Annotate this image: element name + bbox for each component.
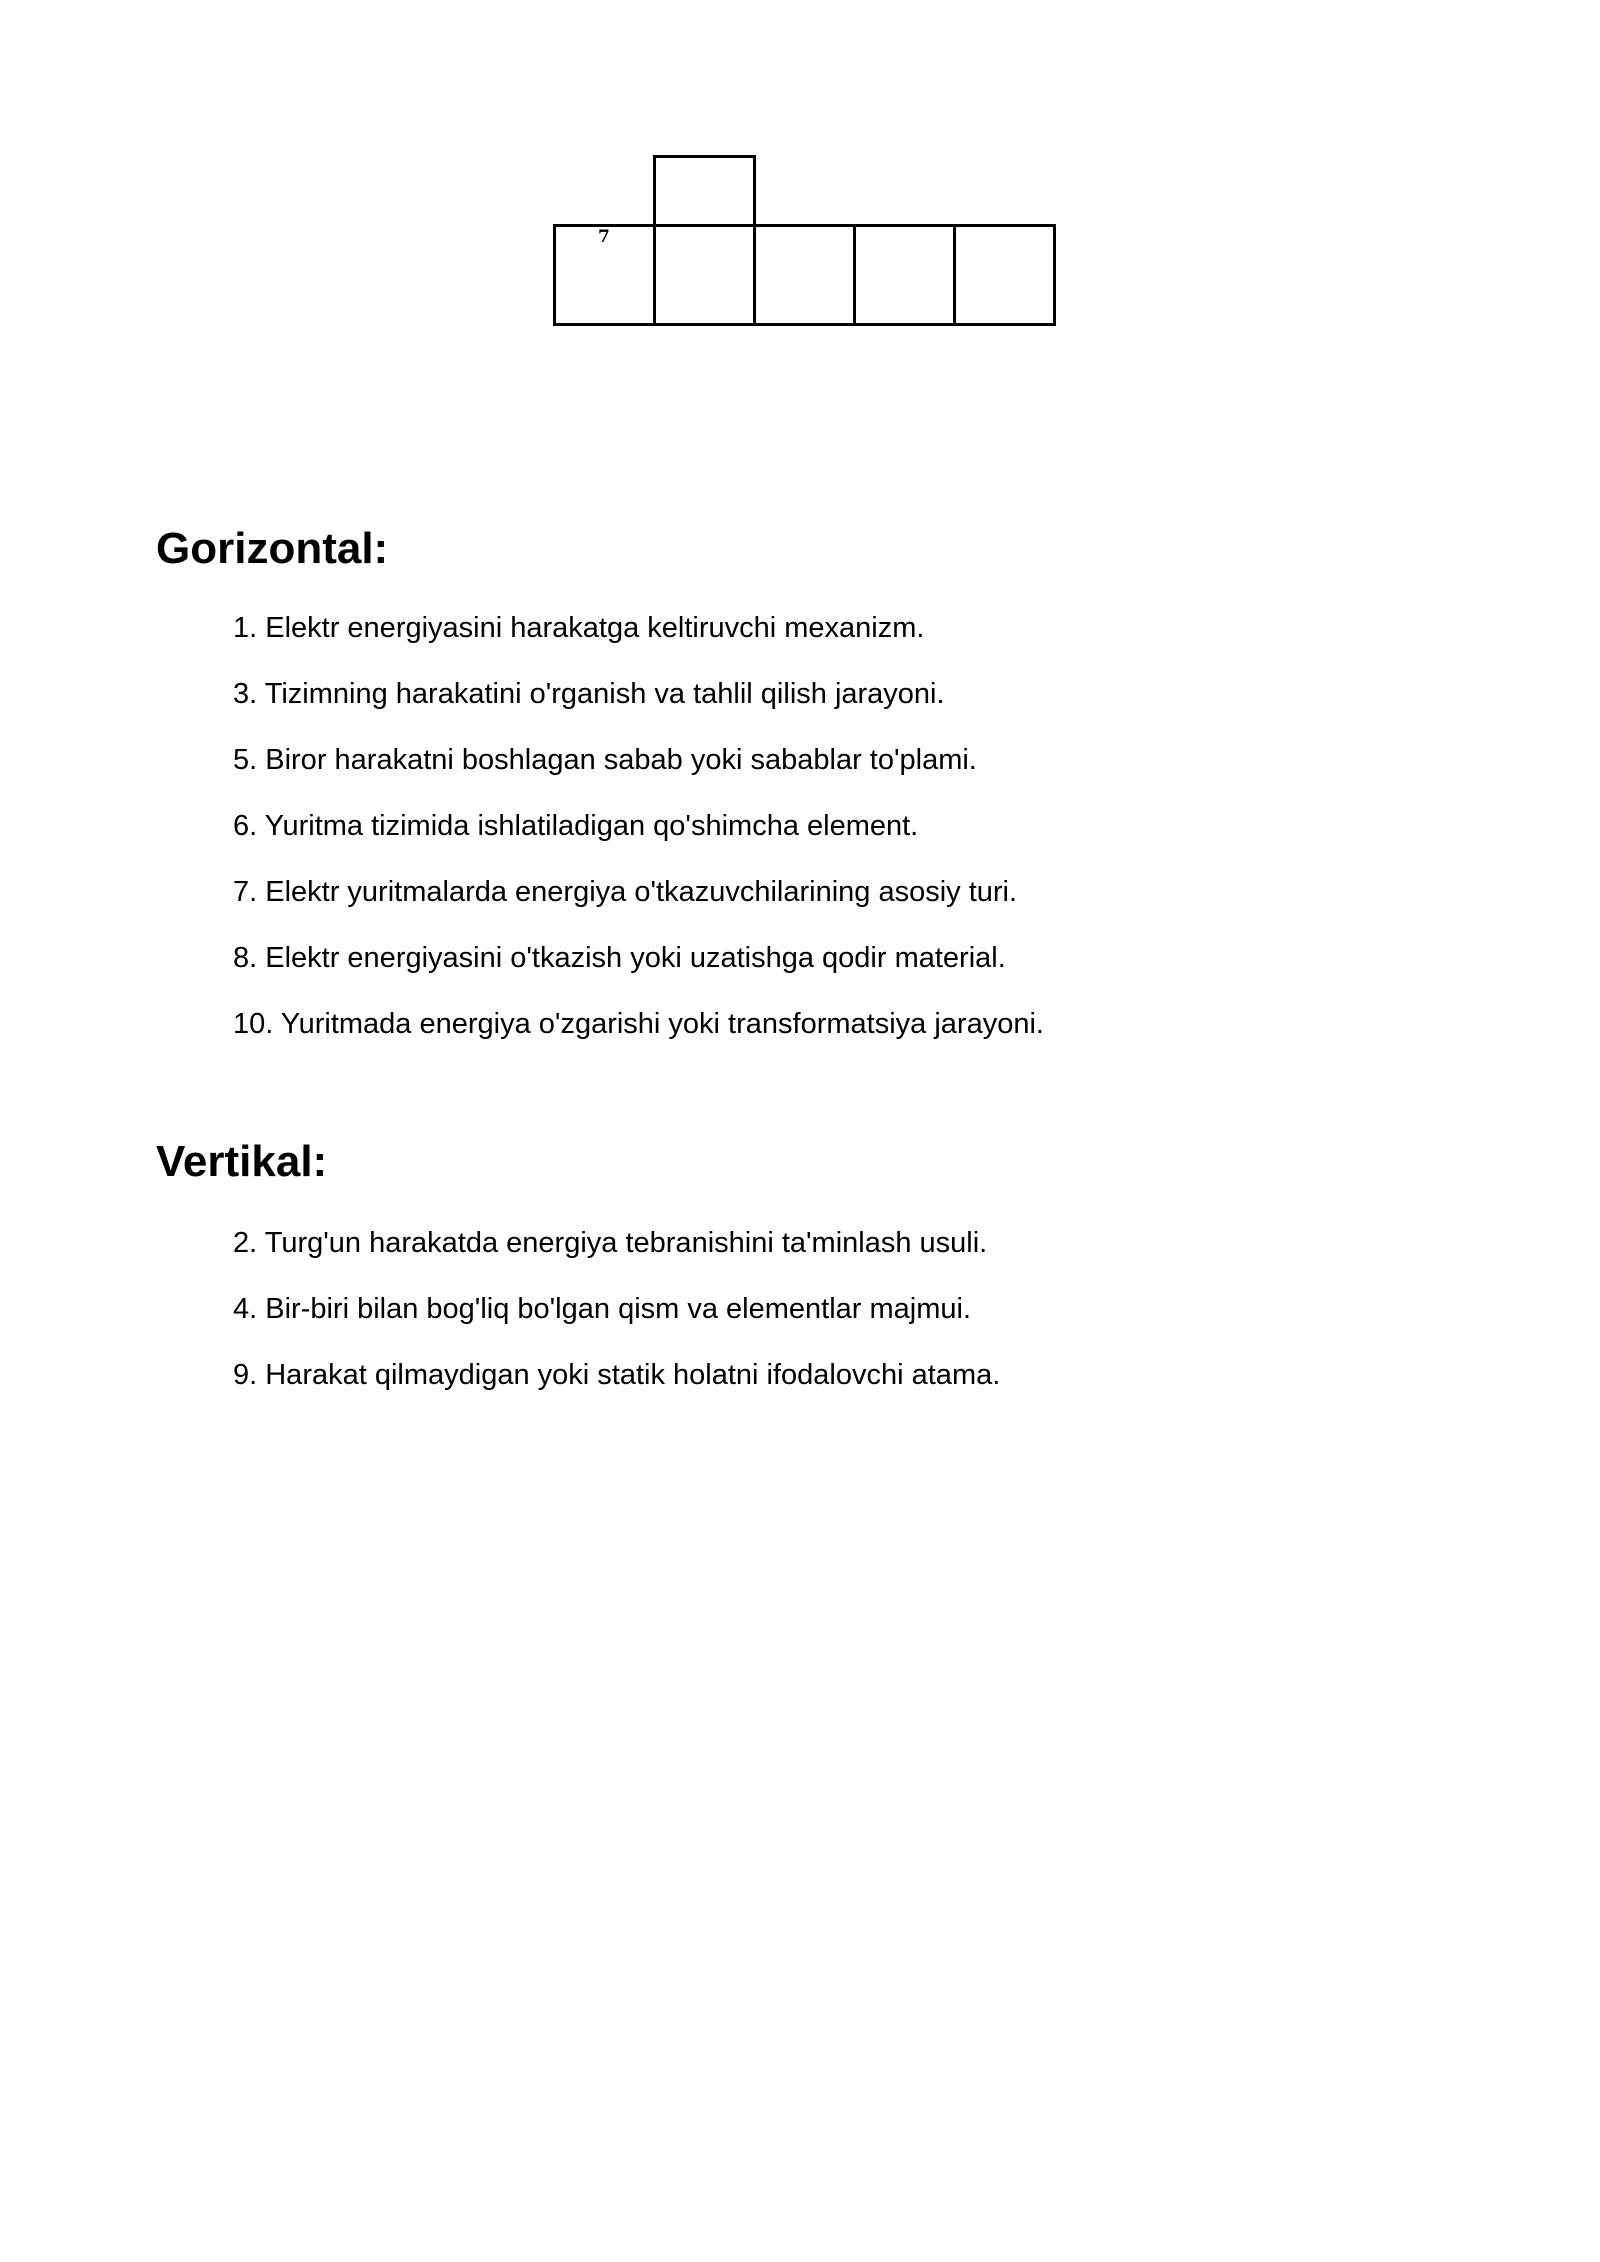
- clue-item: 3. Tizimning harakatini o'rganish va tahlil qilish jarayoni.: [233, 678, 945, 710]
- clue-item: 9. Harakat qilmaydigan yoki statik holatni ifodalovchi atama.: [233, 1359, 1001, 1391]
- clue-item: 5. Biror harakatni boshlagan sabab yoki sabablar to'plami.: [233, 744, 977, 776]
- clue-item: 1. Elektr energiyasini harakatga keltiruvchi mexanizm.: [233, 612, 925, 644]
- crossword-cell[interactable]: [753, 224, 856, 326]
- vertical-clue-list: [233, 1229, 1000, 1427]
- clue-item: 7. Elektr yuritmalarda energiya o'tkazuvchilarining asosiy turi.: [233, 876, 1018, 908]
- crossword-cell[interactable]: [953, 224, 1056, 326]
- clue-item: 2. Turg'un harakatda energiya tebranishini ta'minlash usuli.: [233, 1227, 988, 1259]
- vertical-heading: Vertikal:: [156, 1137, 328, 1186]
- crossword-cell[interactable]: [653, 155, 756, 227]
- horizontal-heading: Gorizontal:: [156, 524, 389, 573]
- clue-number: 7: [598, 227, 610, 247]
- clue-item: 4. Bir-biri bilan bog'liq bo'lgan qism va elementlar majmui.: [233, 1293, 972, 1325]
- horizontal-clue-list: [233, 614, 1044, 1076]
- clue-item: 10. Yuritmada energiya o'zgarishi yoki transformatsiya jarayoni.: [233, 1008, 1044, 1040]
- crossword-cell[interactable]: [853, 224, 956, 326]
- clue-item: 6. Yuritma tizimida ishlatiladigan qo'shimcha element.: [233, 810, 919, 842]
- crossword-cell[interactable]: [653, 224, 756, 326]
- clue-item: 8. Elektr energiyasini o'tkazish yoki uzatishga qodir material.: [233, 942, 1006, 974]
- crossword-cell-start[interactable]: [553, 224, 656, 326]
